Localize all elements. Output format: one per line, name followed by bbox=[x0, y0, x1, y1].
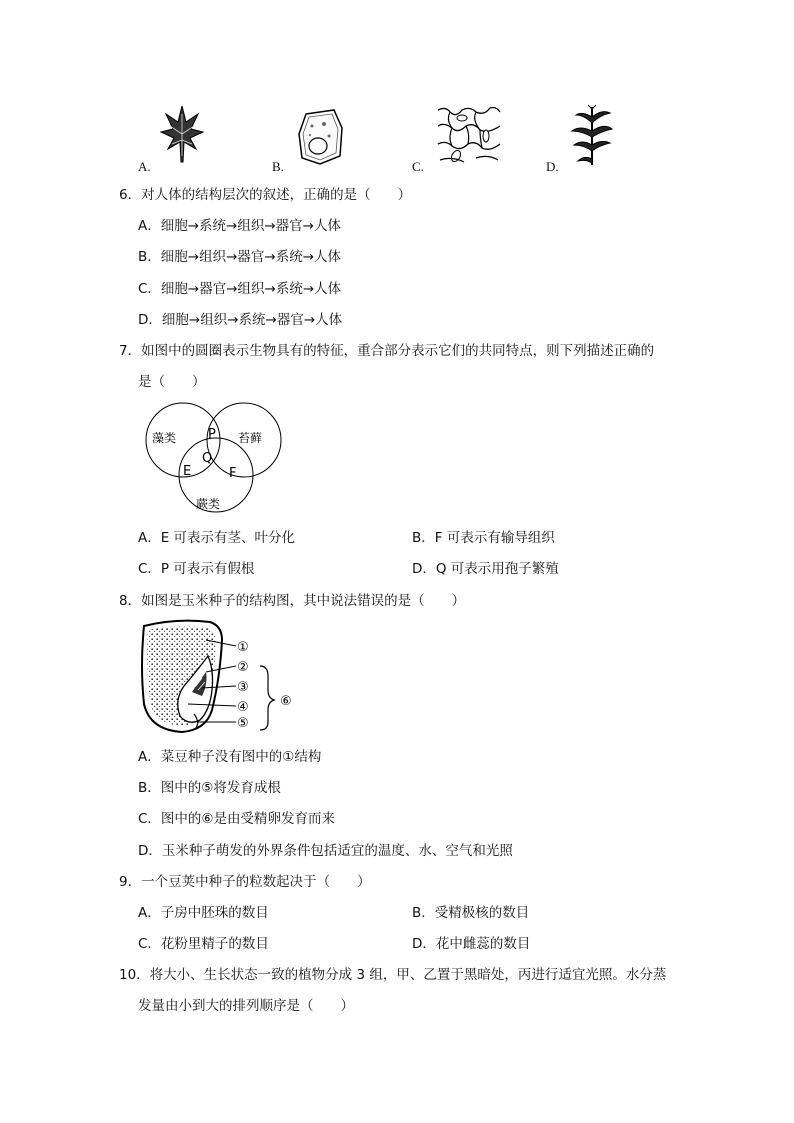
q8-option-d[interactable]: D．玉米种子萌发的外界条件包括适宜的温度、水、空气和光照 bbox=[138, 843, 513, 859]
q6-option-d[interactable]: D．细胞→组织→系统→器官→人体 bbox=[138, 312, 343, 328]
q5-option-b-cell-image bbox=[296, 108, 346, 166]
q8-stem: 8．如图是玉米种子的结构图，其中说法错误的是（ ） bbox=[119, 593, 466, 609]
q8-corn-seed-diagram bbox=[136, 618, 302, 738]
q5-option-c-label[interactable]: C. bbox=[412, 159, 424, 174]
q7-option-c[interactable]: C．P 可表示有假根 bbox=[138, 561, 255, 577]
seed-label-6: ⑥ bbox=[280, 694, 292, 709]
q5-option-a-label[interactable]: A. bbox=[138, 159, 151, 174]
q8-option-b[interactable]: B．图中的⑤将发育成根 bbox=[138, 780, 281, 796]
venn-label-p: P bbox=[208, 427, 216, 442]
venn-label-moss: 苔藓 bbox=[238, 431, 263, 445]
venn-label-algae: 藻类 bbox=[152, 431, 177, 445]
q5-option-d-label[interactable]: D. bbox=[546, 159, 559, 174]
seed-label-2: ② bbox=[237, 660, 249, 675]
q9-option-c[interactable]: C．花粉里精子的数目 bbox=[138, 936, 269, 952]
q9-stem: 9．一个豆荚中种子的粒数起决于（ ） bbox=[119, 874, 371, 890]
q6-option-c[interactable]: C．细胞→器官→组织→系统→人体 bbox=[138, 281, 342, 297]
q9-option-a[interactable]: A．子房中胚珠的数目 bbox=[138, 905, 269, 921]
q10-stem-line2: 发量由小到大的排列顺序是（ ） bbox=[138, 998, 354, 1014]
q7-option-d[interactable]: D．Q 可表示用孢子繁殖 bbox=[412, 561, 559, 577]
q5-option-b-label[interactable]: B. bbox=[272, 159, 284, 174]
seed-label-5: ⑤ bbox=[237, 716, 249, 731]
venn-label-e: E bbox=[183, 464, 192, 479]
q10-stem-line1: 10．将大小、生长状态一致的植物分成 3 组，甲、乙置于黑暗处，丙进行适宜光照。水分蒸 bbox=[119, 967, 667, 983]
q7-stem-line1: 7．如图中的圆圈表示生物具有的特征，重合部分表示它们的共同特点，则下列描述正确的 bbox=[119, 343, 655, 359]
q7-option-b[interactable]: B．F 可表示有输导组织 bbox=[412, 530, 555, 546]
q6-stem: 6．对人体的结构层次的叙述，正确的是（ ） bbox=[119, 187, 412, 203]
q6-option-a[interactable]: A．细胞→系统→组织→器官→人体 bbox=[138, 218, 341, 234]
venn-label-q: Q bbox=[202, 451, 213, 466]
q9-option-d[interactable]: D．花中雌蕊的数目 bbox=[412, 936, 531, 952]
q5-option-a-leaf-image bbox=[160, 104, 204, 164]
seed-label-1: ① bbox=[237, 640, 249, 655]
q8-option-a[interactable]: A．菜豆种子没有图中的①结构 bbox=[138, 749, 322, 765]
venn-label-fern: 蕨类 bbox=[196, 497, 221, 511]
q7-stem-line2: 是（ ） bbox=[138, 374, 206, 390]
q5-option-d-plant-image bbox=[570, 103, 614, 167]
q6-option-b[interactable]: B．细胞→组织→器官→系统→人体 bbox=[138, 249, 342, 265]
venn-label-f: F bbox=[229, 466, 237, 481]
q8-option-c[interactable]: C．图中的⑥是由受精卵发育而来 bbox=[138, 811, 336, 827]
seed-label-4: ④ bbox=[237, 700, 249, 715]
seed-bracket bbox=[260, 666, 274, 730]
q7-option-a[interactable]: A．E 可表示有茎、叶分化 bbox=[138, 530, 296, 546]
q7-venn-diagram bbox=[136, 402, 286, 522]
q9-option-b[interactable]: B．受精极核的数目 bbox=[412, 905, 530, 921]
seed-label-3: ③ bbox=[237, 680, 249, 695]
q5-option-c-epidermis-image bbox=[436, 104, 502, 164]
